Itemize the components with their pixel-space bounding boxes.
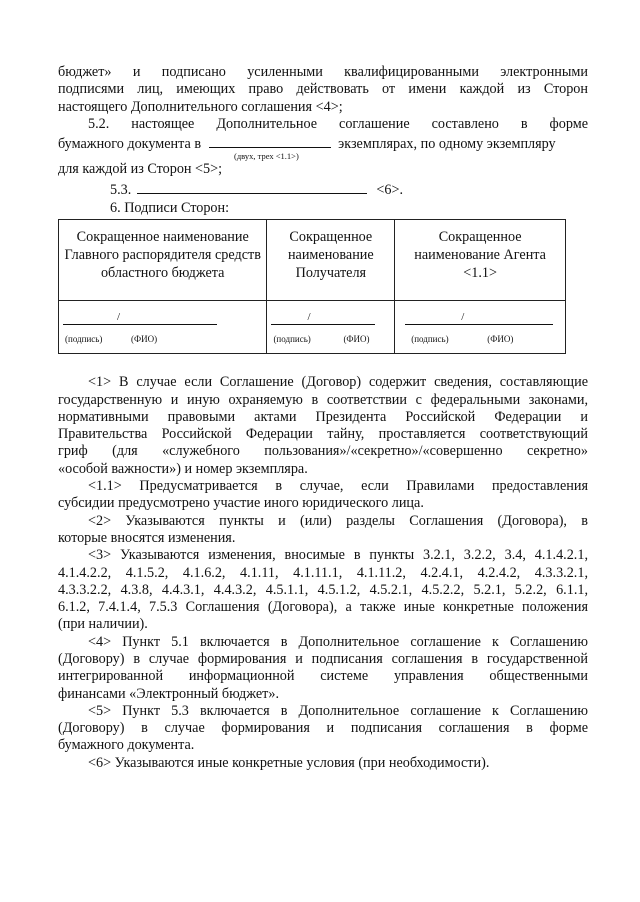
fio-caption: (ФИО) [487,334,514,345]
footnote-line: 6.1.2, 7.4.1.4, 7.5.3 Соглашения (Договора), а также иные конкретные положения [58,599,588,616]
item-5-3-note: <6>. [376,182,404,199]
footnote [58,547,588,633]
footnote-line: <2> Указываются пункты и (или) разделы Соглашения (Договора), в [88,512,588,529]
intro-line: настоящего Дополнительного соглашения <4>; [58,98,343,115]
intro-paragraph [58,64,588,116]
footnote-line: бумажного документа. [58,737,195,754]
footnotes [58,374,588,772]
footnote [58,513,588,548]
sign-caption: (подпись) [411,334,449,345]
slash-mark: / [461,311,465,324]
copies-hint: (двух, трех <1.1>) [234,151,299,162]
footnote-line: <5> Пункт 5.3 включается в Дополнительное соглашение к Соглашению [88,702,588,719]
item-5-3-blank [137,180,367,194]
item-5-2-line: 5.2. настоящее Дополнительное соглашение составлено в форме [88,116,588,133]
footnote-line: интегрированной информационной системе управления общественными [58,668,588,685]
footnote-line: субсидии предусмотрено участие иного юридического лица. [58,495,424,512]
signatory-header-recipient: Сокращенное наименование Получателя [267,220,395,301]
footnote-line: (Договору) в случае формирования и подписания соглашения в государственной [58,651,588,667]
signature-cell-ministry [59,301,267,354]
signature-line [405,324,553,325]
footnote-line: нормативными правовыми актами Президента Российской Федерации и [58,408,588,425]
document-page [58,64,588,772]
signatory-header-agent: Сокращенное наименование Агента <1.1> [395,220,566,301]
intro-line: бюджет» и подписано усиленными квалифицированными электронными [58,64,588,80]
footnote-line: <4> Пункт 5.1 включается в Дополнительное соглашение к Соглашению [88,633,588,650]
footnote [58,703,588,755]
signatory-header-ministry: Сокращенное наименование Главного распорядителя средств областного бюджета [59,220,267,301]
footnote-line: (при наличии). [58,616,148,633]
signatures-header-row [59,220,566,301]
footnote-line: финансами «Электронный бюджет». [58,685,279,702]
footnote-line: которые вносятся изменения. [58,529,236,546]
item-5-3-number: 5.3. [110,182,132,199]
item-5-2 [58,116,588,178]
signatures-table [58,219,566,354]
signature-line [63,324,217,325]
footnote-line: «особой важности») и номер экземпляра. [58,460,308,477]
footnote [58,755,588,772]
footnote [58,634,588,703]
footnote-line: 4.1.4.2.2, 4.1.5.2, 4.1.6.2, 4.1.11, 4.1.11.1, 4.1.11.2, 4.2.4.1, 4.2.4.2, 4.3.3.2.1, [58,564,588,581]
item-5-2-copies-line [58,134,588,153]
item-5-3 [110,180,588,199]
intro-line: подписями лиц, имеющих право действовать от имени каждой из Сторон [58,81,588,98]
item-5-2-line: для каждой из Сторон <5>; [58,161,223,178]
slash-mark: / [307,311,311,324]
signature-cell-recipient [267,301,395,354]
copies-suffix: экземплярах, по одному экземпляру [338,135,556,152]
footnote-line: 4.3.3.2.2, 4.3.8, 4.4.3.1, 4.4.3.2, 4.5.1.1, 4.5.1.2, 4.5.2.1, 4.5.2.2, 5.2.1, 5.2.2, 6.1.1, [58,581,588,598]
footnote [58,374,588,478]
signature-line [271,324,375,325]
footnote-line: государственную и иную охраняемую в соответствии с федеральными законами, [58,391,588,408]
footnote-line: <6> Указываются иные конкретные условия (при необходимости). [88,754,490,771]
signatures-sign-row [59,301,566,354]
copies-count-blank [209,134,331,148]
slash-mark: / [117,311,121,324]
copies-prefix: бумажного документа в [58,135,202,152]
fio-caption: (ФИО) [131,334,158,345]
footnote-line: гриф (для «служебного пользования»/«секретно»/«совершенно секретно» [58,443,588,460]
footnote-line: <1> В случае если Соглашение (Договор) содержит сведения, составляющие [88,374,588,391]
sign-caption: (подпись) [65,334,103,345]
footnote-line: <1.1> Предусматривается в случае, если Правилами предоставления [88,478,588,495]
sign-caption: (подпись) [273,334,311,345]
footnote-line: <3> Указываются изменения, вносимые в пункты 3.2.1, 3.2.2, 3.4, 4.1.4.2.1, [88,547,588,564]
signatures-title: 6. Подписи Сторон: [110,199,230,216]
signature-cell-agent [395,301,566,354]
footnote-line: (Договору) в случае формирования и подписания соглашения в форме [58,720,588,737]
footnote [58,478,588,513]
footnote-line: Правительства Российской Федерации тайну, проставляется соответствующий [58,426,588,443]
fio-caption: (ФИО) [343,334,370,345]
